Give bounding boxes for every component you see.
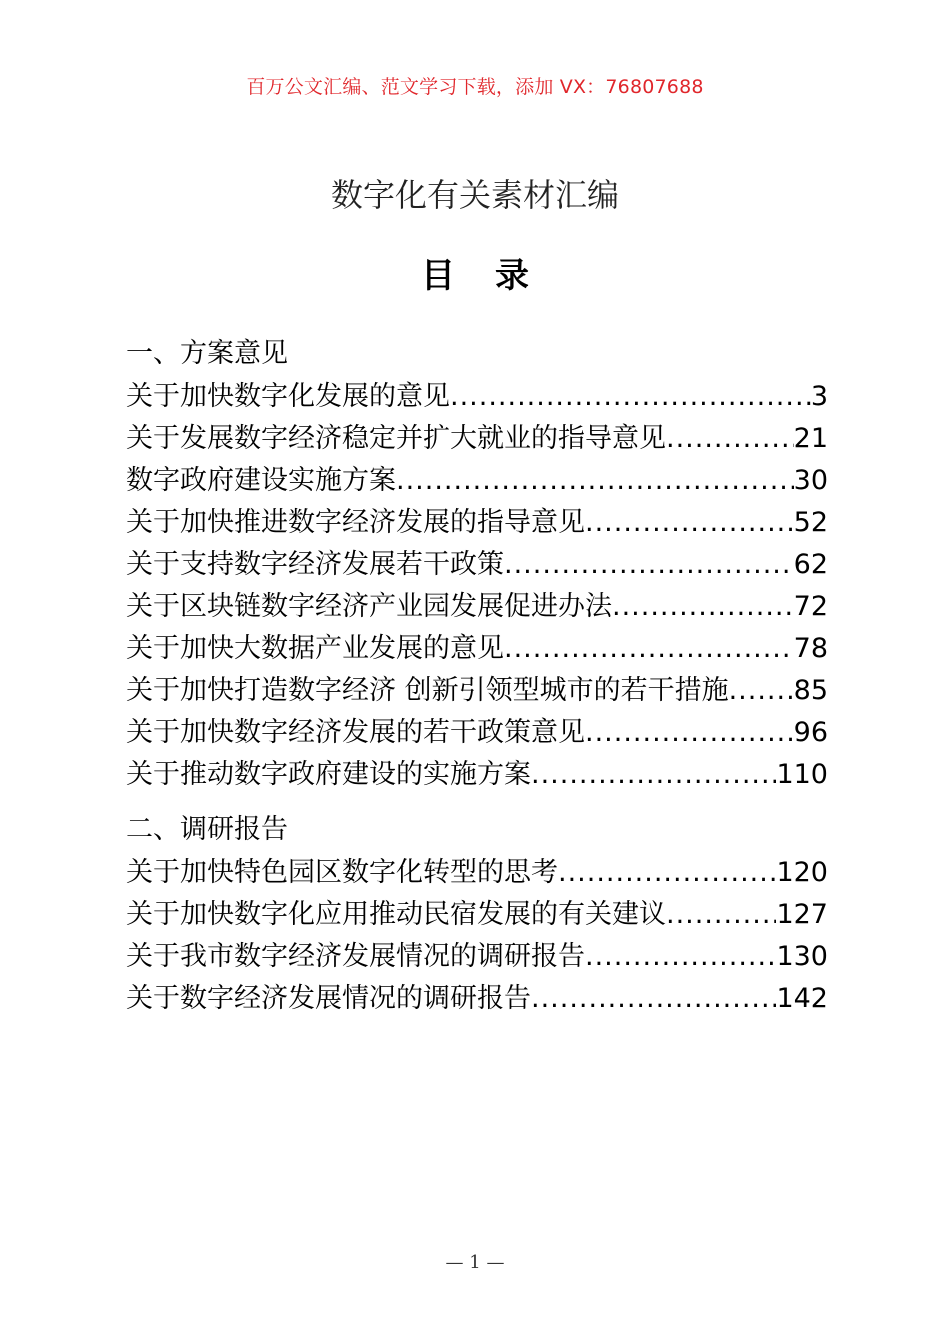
entry-title: 关于我市数字经济发展情况的调研报告 bbox=[126, 941, 585, 972]
leader-dots bbox=[504, 544, 794, 586]
toc-entry[interactable] bbox=[126, 628, 828, 670]
entry-title: 关于加快数字化应用推动民宿发展的有关建议 bbox=[126, 899, 666, 930]
toc-entry[interactable] bbox=[126, 376, 828, 418]
entry-page: 21 bbox=[793, 423, 828, 454]
entry-page: 52 bbox=[793, 507, 828, 538]
toc-entry[interactable] bbox=[126, 754, 828, 796]
page-number: — 1 — bbox=[445, 1252, 505, 1273]
toc-entry[interactable] bbox=[126, 978, 828, 1020]
toc-section-2 bbox=[126, 808, 828, 1020]
document-title: 数字化有关素材汇编 bbox=[330, 176, 619, 214]
entry-title: 关于加快特色园区数字化转型的思考 bbox=[126, 857, 558, 888]
entry-page: 30 bbox=[793, 465, 828, 496]
entry-page: 62 bbox=[793, 549, 828, 580]
toc-entry[interactable] bbox=[126, 460, 828, 502]
entry-page: 72 bbox=[793, 591, 828, 622]
toc-heading: 目录 bbox=[421, 256, 569, 296]
toc-entry[interactable] bbox=[126, 544, 828, 586]
download-banner: 百万公文汇编、范文学习下载，添加 VX：76807688 bbox=[246, 76, 704, 98]
leader-dots bbox=[396, 460, 794, 502]
leader-dots bbox=[585, 936, 776, 978]
leader-dots bbox=[729, 670, 794, 712]
entry-title: 关于发展数字经济稳定并扩大就业的指导意见 bbox=[126, 423, 666, 454]
toc-entry[interactable] bbox=[126, 936, 828, 978]
entry-title: 关于加快打造数字经济 创新引领型城市的若干措施 bbox=[126, 675, 729, 706]
leader-dots bbox=[450, 376, 811, 418]
entry-title: 关于加快数字经济发展的若干政策意见 bbox=[126, 717, 585, 748]
toc-entry[interactable] bbox=[126, 852, 828, 894]
entry-page: 127 bbox=[776, 899, 828, 930]
entry-title: 关于支持数字经济发展若干政策 bbox=[126, 549, 504, 580]
entry-page: 78 bbox=[793, 633, 828, 664]
leader-dots bbox=[666, 418, 794, 460]
entry-title: 关于加快推进数字经济发展的指导意见 bbox=[126, 507, 585, 538]
leader-dots bbox=[531, 978, 776, 1020]
toc-entry[interactable] bbox=[126, 894, 828, 936]
entry-title: 数字政府建设实施方案 bbox=[126, 465, 396, 496]
leader-dots bbox=[666, 894, 776, 936]
toc-entry[interactable] bbox=[126, 502, 828, 544]
entry-title: 关于推动数字政府建设的实施方案 bbox=[126, 759, 531, 790]
leader-dots bbox=[531, 754, 776, 796]
entry-title: 关于区块链数字经济产业园发展促进办法 bbox=[126, 591, 612, 622]
section-heading: 二、调研报告 bbox=[126, 814, 288, 845]
entry-title: 关于加快数字化发展的意见 bbox=[126, 381, 450, 412]
toc-section-1 bbox=[126, 332, 828, 796]
entry-title: 关于数字经济发展情况的调研报告 bbox=[126, 983, 531, 1014]
entry-page: 110 bbox=[776, 759, 828, 790]
entry-page: 85 bbox=[793, 675, 828, 706]
entry-title: 关于加快大数据产业发展的意见 bbox=[126, 633, 504, 664]
toc-entry[interactable] bbox=[126, 670, 828, 712]
entry-page: 96 bbox=[793, 717, 828, 748]
entry-page: 130 bbox=[776, 941, 828, 972]
leader-dots bbox=[585, 502, 794, 544]
toc-entry[interactable] bbox=[126, 418, 828, 460]
entry-page: 3 bbox=[810, 381, 828, 412]
entry-page: 142 bbox=[776, 983, 828, 1014]
leader-dots bbox=[612, 586, 794, 628]
toc-entry[interactable] bbox=[126, 712, 828, 754]
entry-page: 120 bbox=[776, 857, 828, 888]
leader-dots bbox=[585, 712, 794, 754]
toc-entry[interactable] bbox=[126, 586, 828, 628]
leader-dots bbox=[504, 628, 794, 670]
leader-dots bbox=[558, 852, 776, 894]
section-heading: 一、方案意见 bbox=[126, 338, 288, 369]
